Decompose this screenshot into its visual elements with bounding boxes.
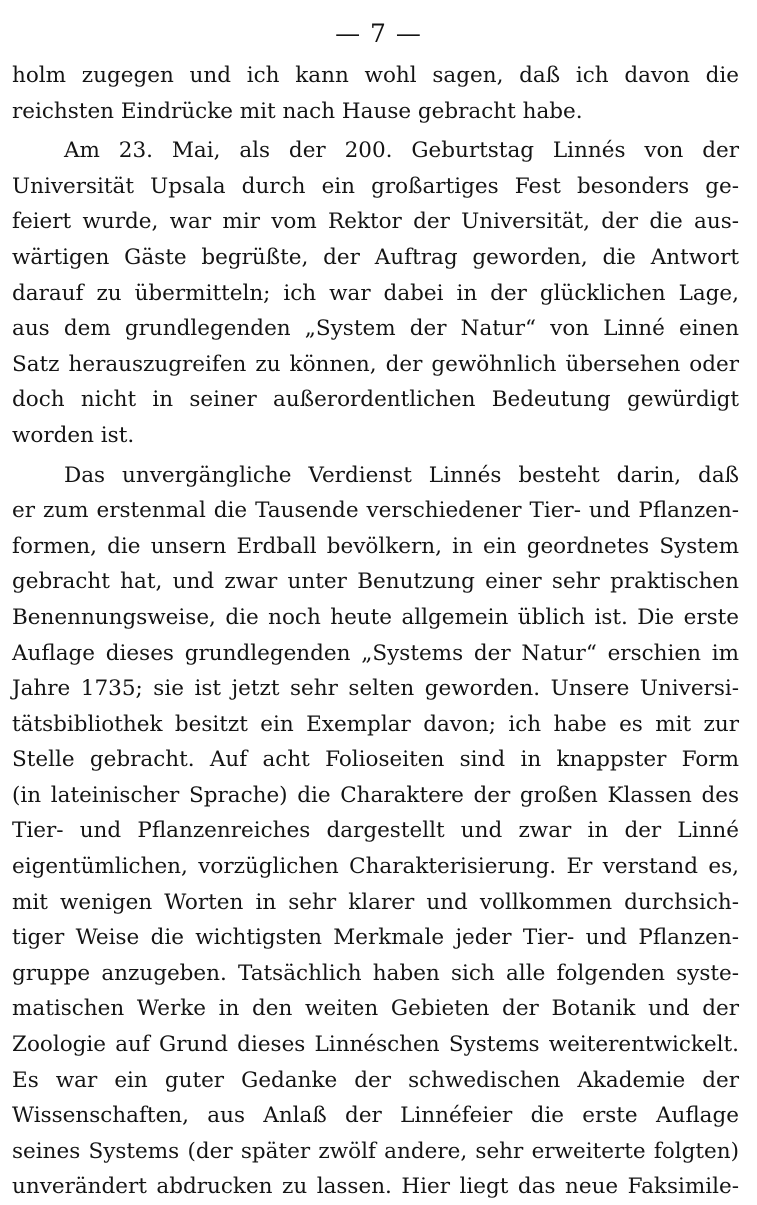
text-line: Es war ein guter Gedanke der schwedischen Akademie der <box>12 1067 739 1093</box>
text-line: Auflage dieses grundlegenden „Systems der Natur“ erschien im <box>12 640 739 666</box>
page-number: — 7 — <box>335 19 422 48</box>
text-line: (in lateinischer Sprache) die Charaktere der großen Klassen des <box>12 782 739 808</box>
text-line: tiger Weise die wichtigsten Merkmale jeder Tier- und Pflanzen- <box>12 925 739 951</box>
text-line: Wissenschaften, aus Anlaß der Linnéfeier die erste Auflage <box>12 1103 739 1129</box>
text-line: Stelle gebracht. Auf acht Folioseiten sind in knappster Form <box>12 747 739 773</box>
text-line: aus dem grundlegenden „System der Natur“ von Linné einen <box>12 316 739 342</box>
text-line: Satz herauszugreifen zu können, der gewöhnlich übersehen oder <box>12 351 739 377</box>
text-line: Am 23. Mai, als der 200. Geburtstag Linnés von der <box>64 138 739 164</box>
text-line: Zoologie auf Grund dieses Linnéschen Systems weiterentwickelt. <box>12 1032 739 1058</box>
text-line: doch nicht in seiner außerordentlichen Bedeutung gewürdigt <box>12 387 739 413</box>
text-line: reichsten Eindrücke mit nach Hause gebracht habe. <box>12 98 583 124</box>
text-line: Jahre 1735; sie ist jetzt sehr selten geworden. Unsere Universi- <box>12 676 739 702</box>
text-line: gruppe anzugeben. Tatsächlich haben sich alle folgenden syste- <box>12 960 739 986</box>
text-line: seines Systems (der später zwölf andere, sehr erweiterte folgten) <box>12 1138 739 1164</box>
text-line: formen, die unsern Erdball bevölkern, in ein geordnetes System <box>12 533 739 559</box>
text-line: wärtigen Gäste begrüßte, der Auftrag geworden, die Antwort <box>12 244 739 270</box>
text-line: holm zugegen und ich kann wohl sagen, daß ich davon die <box>12 63 739 88</box>
text-line: tätsbibliothek besitzt ein Exemplar davon; ich habe es mit zur <box>12 711 739 737</box>
text-line: eigentümlichen, vorzüglichen Charakterisierung. Er verstand es, <box>12 854 739 880</box>
body-text <box>12 58 739 1205</box>
text-line: Universität Upsala durch ein großartiges Fest besonders ge- <box>12 173 739 199</box>
text-line: matischen Werke in den weiten Gebieten der Botanik und der <box>12 996 739 1022</box>
text-line: Das unvergängliche Verdienst Linnés besteht darin, daß <box>64 462 739 488</box>
text-line: worden ist. <box>12 422 135 448</box>
text-line: gebracht hat, und zwar unter Benutzung einer sehr praktischen <box>12 569 739 595</box>
text-line: darauf zu übermitteln; ich war dabei in der glücklichen Lage, <box>12 280 739 306</box>
text-line: Tier- und Pflanzenreiches dargestellt und zwar in der Linné <box>12 818 739 844</box>
text-line: unverändert abdrucken zu lassen. Hier liegt das neue Faksimile- <box>12 1174 739 1200</box>
text-line: feiert wurde, war mir vom Rektor der Universität, der die aus- <box>12 209 739 235</box>
text-line: mit wenigen Worten in sehr klarer und vollkommen durchsich- <box>12 889 739 915</box>
text-line: Benennungsweise, die noch heute allgemein üblich ist. Die erste <box>12 604 739 630</box>
text-line: er zum erstenmal die Tausende verschiedener Tier- und Pflanzen- <box>12 498 739 524</box>
paragraph-linne-merit <box>12 458 739 1205</box>
paragraph-linne-celebration <box>12 133 739 453</box>
paragraph-continuation <box>12 58 739 129</box>
